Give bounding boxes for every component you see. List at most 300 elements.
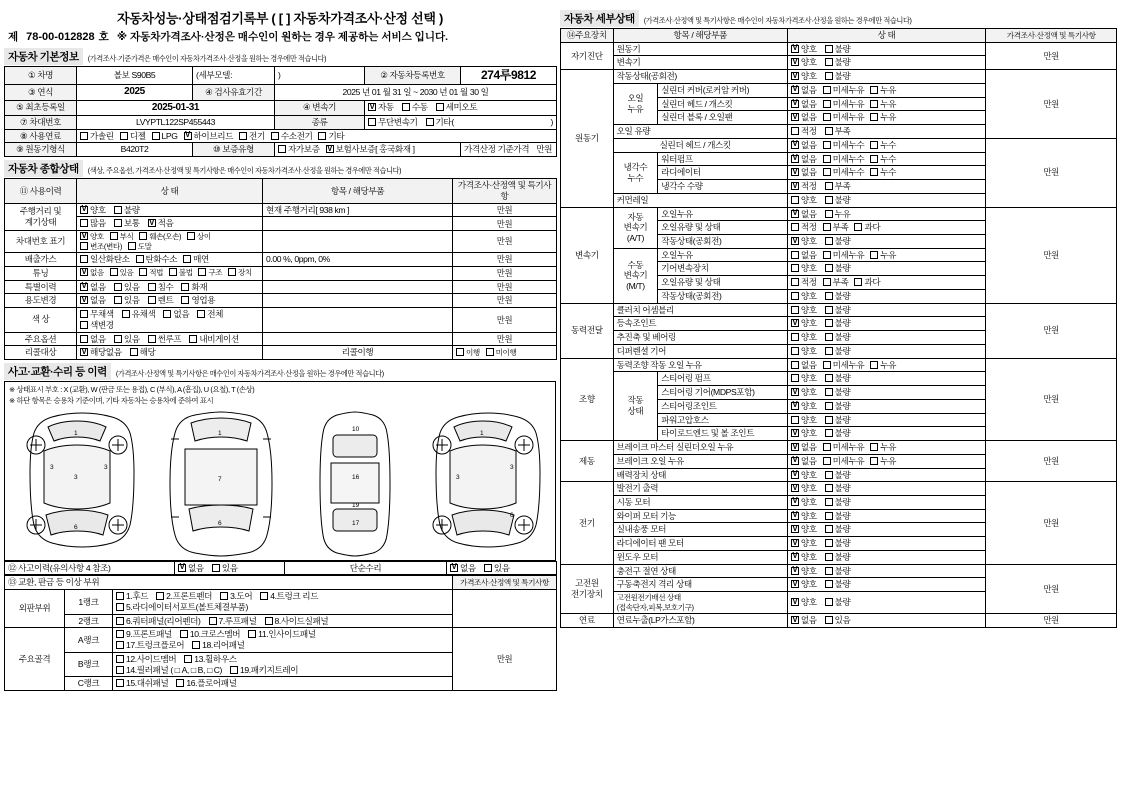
checkbox-icon[interactable] [116,655,124,663]
fuel-opt-diesel[interactable]: 디젤 [120,131,146,142]
opt-good[interactable]: 양호 [791,332,817,343]
checkbox-icon[interactable] [184,655,192,663]
checkbox-icon[interactable] [823,457,831,465]
checkbox-icon[interactable] [825,498,833,506]
opt-minor-leak[interactable]: 미세누유 [823,99,865,110]
opt-normal[interactable]: 보통 [114,218,140,229]
checkbox-icon[interactable] [114,206,122,214]
checkbox-icon[interactable] [116,641,124,649]
opt-bad[interactable]: 불량 [825,195,851,206]
checkbox-icon[interactable] [823,251,831,259]
checkbox-icon[interactable] [823,86,831,94]
checkbox-icon[interactable] [825,374,833,382]
checkbox-icon[interactable] [823,443,831,451]
checkbox-icon[interactable] [139,268,147,276]
checkbox-icon[interactable] [136,255,144,263]
opt-minor-leak[interactable]: 미세누수 [823,140,865,151]
opt-good[interactable]: V 양호 [791,483,817,494]
checkbox-icon[interactable] [189,335,197,343]
checkbox-icon[interactable] [791,251,799,259]
opt-insufficient[interactable]: 부족 [823,222,849,233]
opt-minor-leak[interactable]: 미세누유 [823,112,865,123]
checkbox-icon[interactable] [80,310,88,318]
checkbox-icon[interactable] [791,374,799,382]
opt-many[interactable]: 많음 [80,218,106,229]
fuel-opt-lpg[interactable]: LPG [152,131,178,142]
opt-sunroof[interactable]: 썬루프 [148,334,182,345]
checkbox-icon[interactable] [176,679,184,687]
opt-bad[interactable]: 불량 [825,236,851,247]
opt-commercial[interactable]: 영업용 [181,295,215,306]
opt-bad[interactable]: 불량 [825,579,851,590]
opt-good[interactable]: V양호 [80,205,106,216]
opt-proper[interactable]: 적정 [791,126,817,137]
opt-none[interactable]: 없음 [791,250,817,261]
opt-none[interactable]: V 없음 [791,112,817,123]
opt-bad[interactable]: 불량 [825,415,851,426]
checkbox-icon[interactable] [825,72,833,80]
checkbox-icon[interactable] [80,206,88,214]
opt-bad[interactable]: 불량 [825,305,851,316]
opt-erased[interactable]: 도말 [128,242,152,251]
opt-good[interactable]: V 양호 [791,387,817,398]
opt-exists[interactable]: 있음 [212,563,238,574]
opt-none[interactable]: 없음 [791,360,817,371]
checkbox-icon[interactable] [791,319,799,327]
checkbox-icon[interactable] [116,666,124,674]
opt-exists[interactable]: 있음 [114,334,140,345]
checkbox-icon[interactable] [228,268,236,276]
checkbox-icon[interactable] [791,45,799,53]
checkbox-icon[interactable] [148,283,156,291]
checkbox-icon[interactable] [791,86,799,94]
checkbox-icon[interactable] [80,296,88,304]
part-side-sill-panel[interactable]: 8.사이드실패널 [265,616,329,627]
checkbox-icon[interactable] [825,429,833,437]
opt-bad[interactable]: 불량 [825,428,851,439]
opt-none[interactable]: V 없음 [791,209,817,220]
opt-none[interactable]: V 없음 [791,154,817,165]
checkbox-icon[interactable] [825,306,833,314]
opt-leak[interactable]: 누유 [870,99,896,110]
checkbox-icon[interactable] [791,512,799,520]
part-quarter-panel[interactable]: 6.쿼터패널(리어펜더) [116,616,201,627]
opt-minor-leak[interactable]: 미세누유 [823,442,865,453]
checkbox-icon[interactable] [870,457,878,465]
checkbox-icon[interactable] [791,347,799,355]
checkbox-icon[interactable] [80,335,88,343]
opt-bad[interactable]: 불량 [825,524,851,535]
part-floor-panel[interactable]: 16.플로어패널 [176,678,236,689]
checkbox-icon[interactable] [148,296,156,304]
checkbox-icon[interactable] [169,268,177,276]
opt-minor-leak[interactable]: 미세누수 [823,167,865,178]
opt-chromatic[interactable]: 유채색 [122,309,156,320]
opt-good[interactable]: V 양호 [791,428,817,439]
checkbox-icon[interactable] [823,113,831,121]
fuel-opt-gasoline[interactable]: 가솔린 [80,131,114,142]
part-radiator-support[interactable]: 5.라디에이터서포트(볼트체결부품) [116,602,248,613]
opt-bad[interactable]: 불량 [825,318,851,329]
checkbox-icon[interactable] [181,283,189,291]
fuel-opt-other[interactable]: 기타 [318,131,344,142]
checkbox-icon[interactable] [278,145,286,153]
checkbox-icon[interactable] [791,539,799,547]
checkbox-icon[interactable] [116,630,124,638]
trans-kind-cvt[interactable]: 무단변속기 [368,117,418,128]
checkbox-icon[interactable] [870,155,878,163]
checkbox-icon[interactable] [791,402,799,410]
checkbox-icon[interactable] [148,335,156,343]
opt-leak[interactable]: 누유 [870,112,896,123]
checkbox-icon[interactable] [791,333,799,341]
fuel-opt-hydrogen[interactable]: 수소전기 [271,131,313,142]
checkbox-icon[interactable] [791,72,799,80]
opt-exists[interactable]: 있음 [114,282,140,293]
opt-good[interactable]: V 양호 [791,579,817,590]
checkbox-icon[interactable] [825,388,833,396]
checkbox-icon[interactable] [825,580,833,588]
checkbox-icon[interactable] [486,348,494,356]
opt-exists[interactable]: 있음 [825,615,851,626]
opt-bad[interactable]: 불량 [825,71,851,82]
opt-leak[interactable]: 누수 [870,167,896,178]
checkbox-icon[interactable] [116,679,124,687]
opt-leak[interactable]: 누유 [870,442,896,453]
checkbox-icon[interactable] [870,251,878,259]
opt-none[interactable]: 없음 [80,334,106,345]
opt-achromatic[interactable]: 무채색 [80,309,114,320]
checkbox-icon[interactable] [130,348,138,356]
part-trunk-floor[interactable]: 17.트렁크플로어 [116,640,184,651]
opt-bad[interactable]: 불량 [825,346,851,357]
checkbox-icon[interactable] [870,168,878,176]
checkbox-icon[interactable] [791,278,799,286]
checkbox-icon[interactable] [791,306,799,314]
part-dash-panel[interactable]: 15.대쉬패널 [116,678,168,689]
opt-bad[interactable]: 불량 [825,566,851,577]
checkbox-icon[interactable] [116,617,124,625]
opt-none[interactable]: V 없음 [791,615,817,626]
trans-opt-auto[interactable]: V 자동 [368,102,394,113]
checkbox-icon[interactable] [80,232,88,240]
opt-leak[interactable]: 누수 [870,140,896,151]
checkbox-icon[interactable] [426,118,434,126]
checkbox-icon[interactable] [823,361,831,369]
part-hood[interactable]: 1.후드 [116,591,148,602]
opt-good[interactable]: V 양호 [791,538,817,549]
checkbox-icon[interactable] [791,498,799,506]
checkbox-icon[interactable] [791,525,799,533]
checkbox-icon[interactable] [791,388,799,396]
opt-co[interactable]: 일산화탄소 [80,254,130,265]
opt-navigation[interactable]: 내비게이션 [189,334,239,345]
checkbox-icon[interactable] [402,103,410,111]
opt-good[interactable]: 양호 [791,305,817,316]
opt-good[interactable]: V 양호 [791,236,817,247]
opt-minor-leak[interactable]: 미세누유 [823,456,865,467]
opt-leak[interactable]: 누유 [870,250,896,261]
checkbox-icon[interactable] [825,347,833,355]
opt-none[interactable]: V 없음 [791,167,817,178]
checkbox-icon[interactable] [791,616,799,624]
opt-good[interactable]: V 양호 [791,597,817,608]
checkbox-icon[interactable] [825,182,833,190]
checkbox-icon[interactable] [791,457,799,465]
part-wheel-house[interactable]: 13.휠하우스 [184,654,236,665]
checkbox-icon[interactable] [823,141,831,149]
opt-bad[interactable]: 불량 [825,401,851,412]
checkbox-icon[interactable] [823,100,831,108]
opt-good[interactable]: V 양호 [80,232,104,241]
opt-bad[interactable]: 불량 [825,497,851,508]
part-side-member[interactable]: 12.사이드멤버 [116,654,176,665]
opt-good[interactable]: 양호 [791,415,817,426]
checkbox-icon[interactable] [825,525,833,533]
opt-minor-leak[interactable]: 미세누유 [823,85,865,96]
opt-bad[interactable]: 불량 [825,511,851,522]
checkbox-icon[interactable] [178,564,186,572]
opt-few[interactable]: V 적음 [148,218,174,229]
opt-proper[interactable]: 적정 [791,222,817,233]
checkbox-icon[interactable] [184,132,192,140]
checkbox-icon[interactable] [148,219,156,227]
checkbox-icon[interactable] [120,132,128,140]
checkbox-icon[interactable] [791,155,799,163]
checkbox-icon[interactable] [854,278,862,286]
opt-different[interactable]: 상이 [187,232,211,241]
checkbox-icon[interactable] [825,58,833,66]
checkbox-icon[interactable] [791,598,799,606]
opt-insufficient[interactable]: 부족 [825,181,851,192]
opt-leak[interactable]: 누유 [870,456,896,467]
checkbox-icon[interactable] [870,141,878,149]
checkbox-icon[interactable] [791,443,799,451]
fuel-opt-hybrid[interactable]: V 하이브리드 [184,131,234,142]
checkbox-icon[interactable] [791,484,799,492]
checkbox-icon[interactable] [791,264,799,272]
checkbox-icon[interactable] [791,113,799,121]
opt-excessive[interactable]: 과다 [854,277,880,288]
checkbox-icon[interactable] [163,310,171,318]
checkbox-icon[interactable] [870,100,878,108]
checkbox-icon[interactable] [825,210,833,218]
opt-altered[interactable]: 변조(변타) [80,242,122,251]
opt-exists[interactable]: 있음 [110,268,134,277]
opt-smoke[interactable]: 매연 [183,254,209,265]
opt-corrosion[interactable]: 부식 [110,232,134,241]
checkbox-icon[interactable] [791,471,799,479]
checkbox-icon[interactable] [825,196,833,204]
opt-exists[interactable]: 있음 [114,295,140,306]
opt-not-applicable[interactable]: V 해당없음 [80,347,122,358]
opt-applicable[interactable]: 해당 [130,347,156,358]
opt-good[interactable]: V 양호 [791,318,817,329]
checkbox-icon[interactable] [183,255,191,263]
part-roof-panel[interactable]: 7.루프패널 [209,616,257,627]
checkbox-icon[interactable] [116,603,124,611]
opt-insufficient[interactable]: 부족 [825,126,851,137]
opt-good[interactable]: 양호 [791,263,817,274]
opt-fire[interactable]: 화재 [181,282,207,293]
checkbox-icon[interactable] [823,155,831,163]
checkbox-icon[interactable] [791,553,799,561]
checkbox-icon[interactable] [318,132,326,140]
checkbox-icon[interactable] [823,223,831,231]
checkbox-icon[interactable] [791,429,799,437]
checkbox-icon[interactable] [114,335,122,343]
opt-damaged[interactable]: 훼손(오손) [139,232,181,241]
opt-illegal[interactable]: 불법 [169,268,193,277]
checkbox-icon[interactable] [791,100,799,108]
opt-bad[interactable]: 불량 [114,205,140,216]
part-inside-panel[interactable]: 11.인사이드패널 [248,629,316,640]
checkbox-icon[interactable] [825,237,833,245]
opt-none[interactable]: V 없음 [80,268,104,277]
opt-bad[interactable]: 불량 [825,291,851,302]
checkbox-icon[interactable] [825,264,833,272]
checkbox-icon[interactable] [825,416,833,424]
checkbox-icon[interactable] [825,484,833,492]
checkbox-icon[interactable] [825,319,833,327]
checkbox-icon[interactable] [825,598,833,606]
opt-rent[interactable]: 렌트 [148,295,174,306]
checkbox-icon[interactable] [825,45,833,53]
opt-not-done[interactable]: 미이행 [486,348,517,357]
checkbox-icon[interactable] [80,219,88,227]
checkbox-icon[interactable] [436,103,444,111]
opt-insufficient[interactable]: 부족 [823,277,849,288]
part-package-tray[interactable]: 19.패키지트레이 [230,665,298,676]
opt-good[interactable]: 양호 [791,195,817,206]
checkbox-icon[interactable] [80,283,88,291]
opt-good[interactable]: V 양호 [791,401,817,412]
opt-done[interactable]: 이행 [456,348,480,357]
checkbox-icon[interactable] [368,118,376,126]
checkbox-icon[interactable] [825,512,833,520]
opt-bad[interactable]: 불량 [825,44,851,55]
opt-bad[interactable]: 불량 [825,483,851,494]
opt-minor-leak[interactable]: 미세누유 [823,360,865,371]
opt-none[interactable]: V 없음 [80,282,106,293]
checkbox-icon[interactable] [825,333,833,341]
opt-recolor[interactable]: 색변경 [80,320,114,331]
checkbox-icon[interactable] [791,361,799,369]
checkbox-icon[interactable] [271,132,279,140]
checkbox-icon[interactable] [239,132,247,140]
checkbox-icon[interactable] [825,553,833,561]
checkbox-icon[interactable] [80,242,88,250]
checkbox-icon[interactable] [368,103,376,111]
checkbox-icon[interactable] [450,564,458,572]
opt-none[interactable]: V 없음 [791,456,817,467]
checkbox-icon[interactable] [116,592,124,600]
checkbox-icon[interactable] [791,567,799,575]
part-front-panel[interactable]: 9.프론트패널 [116,629,172,640]
checkbox-icon[interactable] [870,361,878,369]
checkbox-icon[interactable] [825,402,833,410]
checkbox-icon[interactable] [197,310,205,318]
opt-proper[interactable]: 적정 [791,277,817,288]
checkbox-icon[interactable] [791,580,799,588]
checkbox-icon[interactable] [80,321,88,329]
part-front-fender[interactable]: 2.프론트펜더 [156,591,212,602]
checkbox-icon[interactable] [484,564,492,572]
checkbox-icon[interactable] [791,237,799,245]
checkbox-icon[interactable] [791,168,799,176]
opt-leak[interactable]: 누수 [870,154,896,165]
checkbox-icon[interactable] [80,348,88,356]
opt-bad[interactable]: 불량 [825,57,851,68]
opt-leak[interactable]: 누유 [870,85,896,96]
part-pillar-panel[interactable]: 14.필러패널 ( □ A, □ B, □ C) [116,665,222,676]
checkbox-icon[interactable] [128,242,136,250]
opt-good[interactable]: V 양호 [791,552,817,563]
opt-none[interactable]: 없음 [163,309,189,320]
opt-bad[interactable]: 불량 [825,387,851,398]
checkbox-icon[interactable] [110,268,118,276]
opt-leak[interactable]: 누유 [870,360,896,371]
part-trunk-lid[interactable]: 4.트렁크 리드 [260,591,318,602]
trans-opt-manual[interactable]: 수동 [402,102,428,113]
checkbox-icon[interactable] [260,592,268,600]
checkbox-icon[interactable] [854,223,862,231]
opt-all[interactable]: 전체 [197,309,223,320]
opt-minor-leak[interactable]: 미세누수 [823,154,865,165]
fuel-opt-electric[interactable]: 전기 [239,131,265,142]
trans-kind-other[interactable]: 기타( [426,117,454,128]
checkbox-icon[interactable] [80,132,88,140]
checkbox-icon[interactable] [825,539,833,547]
opt-good[interactable]: V 양호 [791,524,817,535]
checkbox-icon[interactable] [456,348,464,356]
checkbox-icon[interactable] [192,641,200,649]
checkbox-icon[interactable] [152,132,160,140]
opt-minor-leak[interactable]: 미세누유 [823,250,865,261]
checkbox-icon[interactable] [791,223,799,231]
opt-good[interactable]: 양호 [791,291,817,302]
checkbox-icon[interactable] [791,127,799,135]
opt-good[interactable]: V 양호 [791,566,817,577]
opt-none[interactable]: V 없음 [80,295,106,306]
checkbox-icon[interactable] [791,292,799,300]
opt-excessive[interactable]: 과다 [854,222,880,233]
checkbox-icon[interactable] [114,296,122,304]
checkbox-icon[interactable] [187,232,195,240]
checkbox-icon[interactable] [248,630,256,638]
checkbox-icon[interactable] [110,232,118,240]
opt-none[interactable]: V 없음 [791,85,817,96]
checkbox-icon[interactable] [114,283,122,291]
opt-none[interactable]: V 없음 [178,563,204,574]
warranty-opt-self[interactable]: 자가보증 [278,144,320,155]
checkbox-icon[interactable] [791,182,799,190]
opt-proper[interactable]: V 적정 [791,181,817,192]
opt-good[interactable]: V 양호 [791,44,817,55]
checkbox-icon[interactable] [791,141,799,149]
checkbox-icon[interactable] [823,278,831,286]
checkbox-icon[interactable] [825,471,833,479]
checkbox-icon[interactable] [825,567,833,575]
checkbox-icon[interactable] [791,416,799,424]
checkbox-icon[interactable] [180,630,188,638]
opt-none[interactable]: V 없음 [450,563,476,574]
opt-bad[interactable]: 불량 [825,538,851,549]
opt-legal[interactable]: 적법 [139,268,163,277]
opt-exists[interactable]: 있음 [484,563,510,574]
opt-good[interactable]: V 양호 [791,57,817,68]
opt-bad[interactable]: 불량 [825,373,851,384]
